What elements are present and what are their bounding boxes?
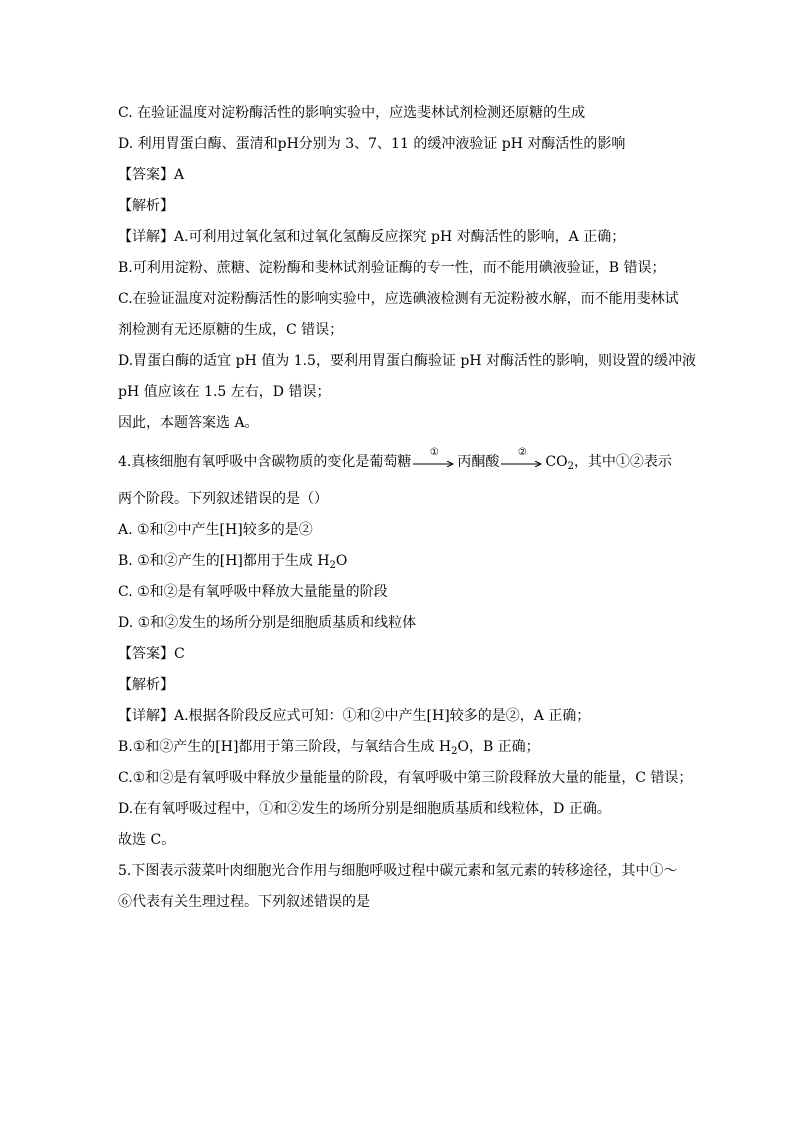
conclusion-text: 因此，本题答案选 A。 (118, 415, 259, 431)
option-d-text: D. 利用胃蛋白酶、蛋清和pH分别为 3、7、11 的缓冲液验证 pH 对酶活性的影响 (118, 136, 626, 152)
q4-stem-part-a: 4.真核细胞有氧呼吸中含碳物质的变化是葡萄糖 (118, 454, 412, 470)
q4-stem-part-b: 丙酮酸 (457, 454, 500, 470)
option-c-text: C. 在验证温度对淀粉酶活性的影响实验中，应选斐林试剂检测还原糖的生成 (118, 105, 586, 121)
q4-stem-part-c: ，其中①②表示 (573, 454, 672, 470)
q4-detail-b: B.①和②产生的[H]都用于第三阶段，与氧结合生成 $H_2O$，B 正确； (118, 739, 540, 757)
q4-detail-c: C.①和②是有氧呼吸中释放少量能量的阶段，有氧呼吸中第三阶段释放大量的能量，C 错误； (118, 770, 693, 786)
q4-answer-label: 【答案】C (118, 646, 185, 662)
arrow-right-icon (413, 461, 455, 467)
detail-d-text: D.胃蛋白酶的适宜 pH 值为 1.5，要利用胃蛋白酶验证 pH 对酶活性的影响，则设置的缓冲液 (118, 353, 697, 369)
detail-c-text: C.在验证温度对淀粉酶活性的影响实验中，应选碘液检测有无淀粉被水解，而不能用斐林试 (118, 291, 679, 307)
question-4-stem (118, 447, 684, 472)
question-4-stem-cont: 两个阶段。下列叙述错误的是（） (118, 491, 328, 507)
detail-a-text: 【详解】A.可利用过氧化氢和过氧化氢酶反应探究 pH 对酶活性的影响，A 正确； (118, 229, 626, 245)
analysis-label: 【解析】 (118, 198, 174, 214)
detail-d-text-cont: pH 值应该在 1.5 左右，D 错误； (118, 384, 331, 400)
q4-option-a: A. ①和②中产生[H]较多的是② (118, 522, 313, 538)
q4-option-b: B. ①和②产生的[H]都用于生成 $H_2O$ (118, 553, 348, 571)
q4-detail-d: D.在有氧呼吸过程中，①和②发生的场所分别是细胞质基质和线粒体，D 正确。 (118, 801, 611, 817)
q4-analysis-label: 【解析】 (118, 677, 174, 693)
detail-b-text: B.可利用淀粉、蔗糖、淀粉酶和斐林试剂验证酶的专一性，而不能用碘液验证，B 错误； (118, 260, 666, 276)
arrow-1-label: ① (429, 447, 439, 458)
question-5-stem-cont: ⑥代表有关生理过程。下列叙述错误的是 (118, 894, 370, 910)
answer-label: 【答案】A (118, 167, 185, 183)
reaction-arrow-2 (501, 447, 543, 468)
question-5-stem: 5.下图表示菠菜叶肉细胞光合作用与细胞呼吸过程中碳元素和氢元素的转移途径，其中①～ (118, 863, 678, 879)
arrow-right-icon (501, 461, 543, 467)
q4-option-d: D. ①和②发生的场所分别是细胞质基质和线粒体 (118, 615, 417, 631)
co2-formula: $CO_2$ (545, 454, 574, 472)
arrow-2-label: ② (517, 447, 527, 458)
q4-detail-a: 【详解】A.根据各阶段反应式可知：①和②中产生[H]较多的是②，A 正确； (118, 708, 591, 724)
q4-option-c: C. ①和②是有氧呼吸中释放大量能量的阶段 (118, 584, 388, 600)
reaction-arrow-1 (413, 447, 455, 468)
q4-conclusion: 故选 C。 (118, 832, 176, 848)
detail-c-text-cont: 剂检测有无还原糖的生成，C 错误； (118, 322, 344, 338)
